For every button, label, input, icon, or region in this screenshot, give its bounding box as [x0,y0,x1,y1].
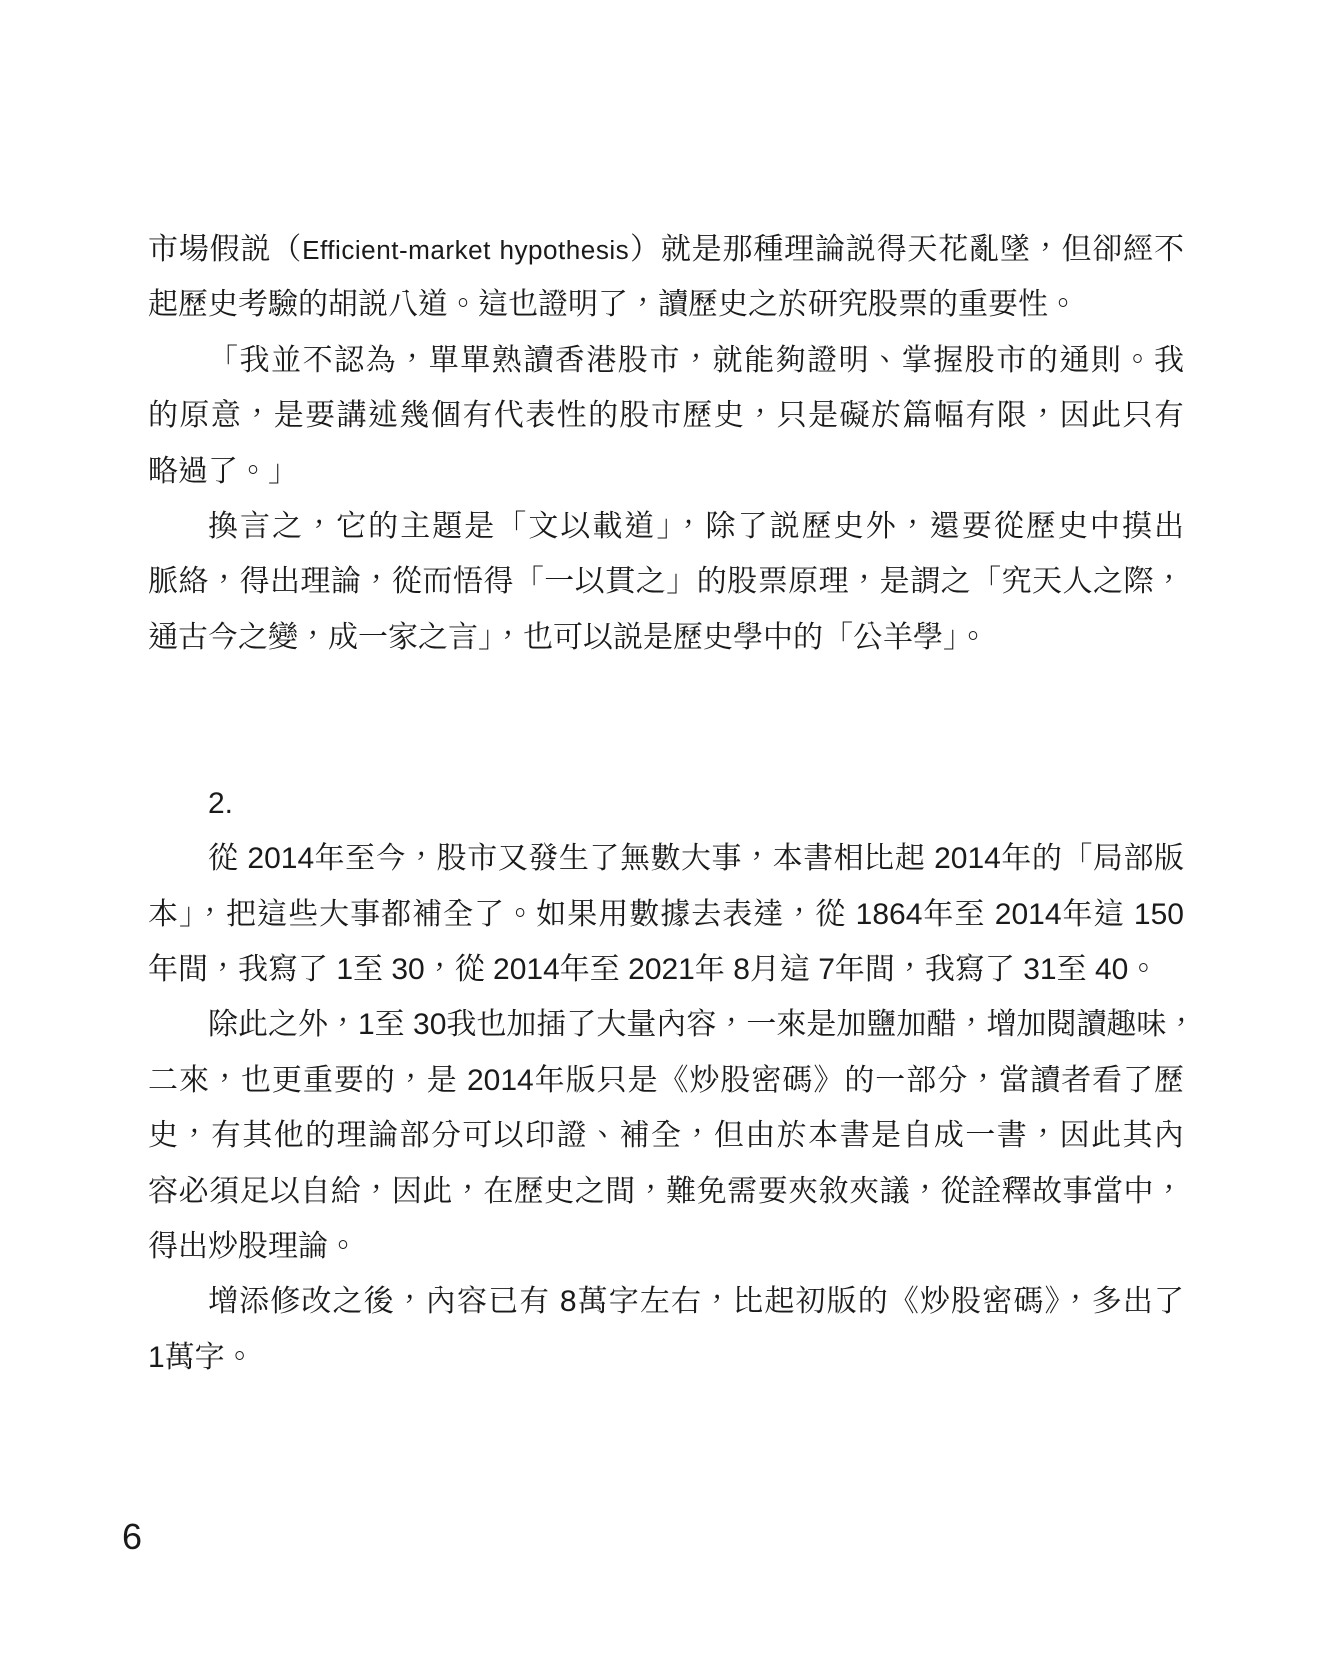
text-line: 得出炒股理論。 [148,1230,358,1264]
blank-line [148,721,1184,776]
text-line: 2. [208,786,234,820]
text-line: 1萬字。 [148,1340,255,1374]
text-line: 市場假説（Efficient-market hypothesis）就是那種理論説得天花亂墜，但卻經不 [148,233,1185,266]
latin-term: Efficient-market hypothesis [302,235,630,265]
text-line: 起歷史考驗的胡説八道。這也證明了，讀歷史之於研究股票的重要性。 [148,288,1078,322]
text-line: 的原意，是要講述幾個有代表性的股市歷史，只是礙於篇幅有限，因此只有 [148,399,1184,433]
text-line: 略過了。」 [148,454,298,488]
body-text [148,222,1197,1385]
text-line: 脈絡，得出理論，從而悟得「一以貫之」的股票原理，是謂之「究天人之際， [148,565,1184,599]
text-line: 增添修改之後，內容已有 8萬字左右，比起初版的《炒股密碼》，多出了 [208,1285,1184,1319]
text-line: 通古今之變，成一家之言」，也可以説是歷史學中的「公羊學」。 [148,620,988,654]
page-number: 6 [122,1516,143,1557]
text-line: 除此之外，1至 30我也加插了大量內容，一來是加鹽加醋，增加閱讀趣味， [208,1008,1197,1042]
text-line: 容必須足以自給，因此，在歷史之間，難免需要夾敘夾議，從詮釋故事當中， [148,1174,1184,1208]
text-line: 從 2014年至今，股市又發生了無數大事，本書相比起 2014年的「局部版 [208,842,1184,876]
text-line: 年間，我寫了 1至 30，從 2014年至 2021年 8月這 7年間，我寫了 31至 40。 [148,953,1159,987]
blank-line [148,665,1184,720]
text-line: 「我並不認為，單單熟讀香港股市，就能夠證明、掌握股市的通則。我 [208,343,1184,377]
text-line: 二來，也更重要的，是 2014年版只是《炒股密碼》的一部分，當讀者看了歷 [148,1063,1184,1097]
text-line: 換言之，它的主題是「文以載道」，除了説歷史外，還要從歷史中摸出 [208,509,1184,543]
text-line: 史，有其他的理論部分可以印證、補全，但由於本書是自成一書，因此其內 [148,1119,1184,1153]
text-line: 本」，把這些大事都補全了。如果用數據去表達，從 1864年至 2014年這 150 [148,897,1184,931]
